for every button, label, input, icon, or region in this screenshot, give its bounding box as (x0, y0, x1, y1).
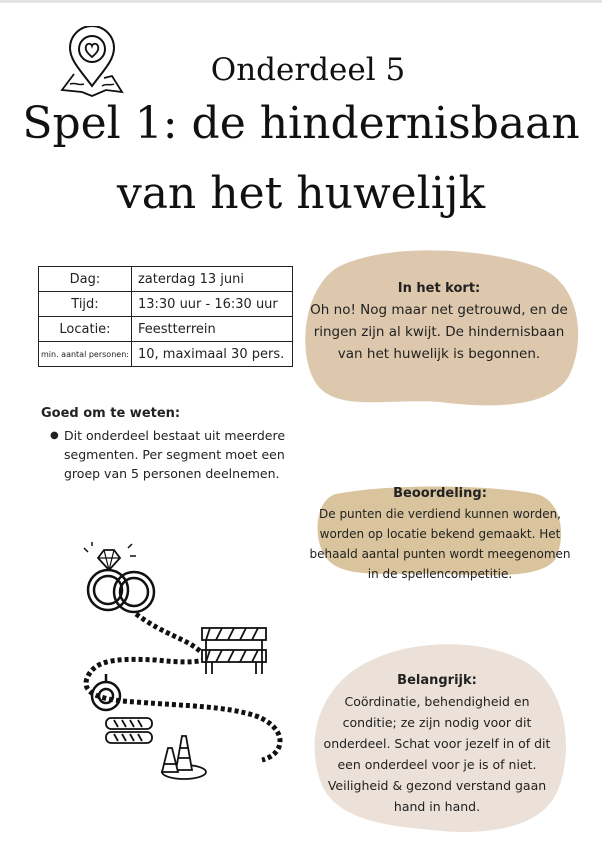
goed-om-te-weten-heading: Goed om te weten: (41, 406, 181, 421)
table-row (39, 292, 293, 317)
part-title: Onderdeel 5 (210, 52, 406, 88)
in-het-kort-heading: In het kort: (397, 281, 481, 296)
belangrijk-text: Coördinatie, behendigheid en conditie; ze zijn nodig voor dit onderdeel. Schat voor jezelf in of dit een onderdeel voor je is of niet. Veiligheid & gezond verstand gaan hand in hand. (323, 694, 551, 814)
row-label: Dag: (39, 267, 132, 292)
bullet-icon: ● (50, 430, 59, 441)
tyre-icon (92, 674, 120, 710)
beoordeling-heading: Beoordeling: (393, 486, 487, 501)
row-label: min. aantal personen: (39, 342, 132, 367)
wedding-rings-icon (84, 542, 154, 612)
tyre-stack-icon (106, 718, 152, 743)
goed-om-te-weten-list (50, 426, 295, 483)
row-value: Feestterrein (131, 317, 292, 342)
row-value: zaterdag 13 juni (131, 267, 292, 292)
table-row (39, 267, 293, 292)
in-het-kort-box (304, 278, 574, 365)
barrier-icon (202, 628, 266, 674)
table-row (39, 342, 293, 367)
page-title-line-2: van het huwelijk (116, 168, 486, 219)
row-label: Tijd: (39, 292, 132, 317)
info-table (38, 266, 293, 367)
traffic-cones-icon (162, 736, 206, 779)
table-row (39, 317, 293, 342)
row-value: 10, maximaal 30 pers. (131, 342, 292, 367)
row-value: 13:30 uur - 16:30 uur (131, 292, 292, 317)
obstacle-course-illustration (76, 540, 296, 790)
list-item-text: Dit onderdeel bestaat uit meerdere segmenten. Per segment moet een groep van 5 personen deelnemen. (64, 428, 286, 481)
belangrijk-box (318, 670, 556, 817)
page-title-line-1: Spel 1: de hindernisbaan (22, 98, 580, 149)
belangrijk-heading: Belangrijk: (397, 673, 477, 688)
top-border (0, 0, 602, 3)
beoordeling-text: De punten die verdiend kunnen worden, worden op locatie bekend gemaakt. Het behaald aantal punten wordt meegenomen in de spellencompetitie. (309, 507, 571, 581)
list-item (50, 426, 295, 483)
beoordeling-box (306, 484, 574, 584)
in-het-kort-text: Oh no! Nog maar net getrouwd, en de ringen zijn al kwijt. De hindernisbaan van het huwelijk is begonnen. (310, 302, 568, 362)
row-label: Locatie: (39, 317, 132, 342)
